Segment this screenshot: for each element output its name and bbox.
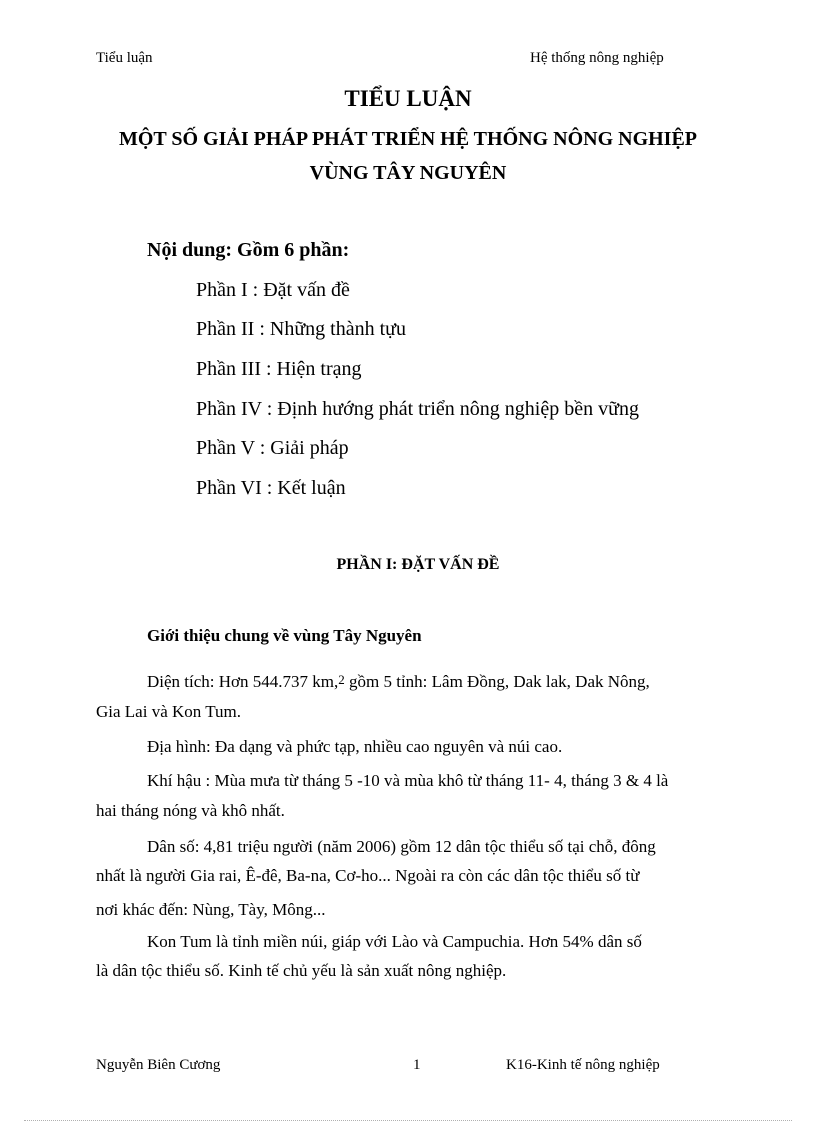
kontum-line-1: Kon Tum là tỉnh miền núi, giáp với Lào và Campuchia. Hơn 54% dân số [147, 932, 642, 951]
page-title: TIỂU LUẬN [344, 86, 472, 111]
footer-author: Nguyễn Biên Cương [96, 1057, 221, 1073]
area-line-2: Gia Lai và Kon Tum. [96, 702, 241, 721]
title-line-1: MỘT SỐ GIẢI PHÁP PHÁT TRIỂN HỆ THỐNG NÔNG NGHIỆP [118, 128, 698, 150]
climate-line-1: Khí hậu : Mùa mưa từ tháng 5 -10 và mùa khô từ tháng 11- 4, tháng 3 & 4 là [147, 771, 669, 790]
section-subheading: Giới thiệu chung về vùng Tây Nguyên [147, 626, 422, 645]
contents-item: Phần II : Những thành tựu [196, 318, 406, 340]
footer-course: K16-Kinh tế nông nghiệp [506, 1057, 660, 1073]
terrain-line: Địa hình: Đa dạng và phức tạp, nhiều cao nguyên và núi cao. [147, 737, 563, 756]
area-line-1: Diện tích: Hơn 544.737 km,$^2$ gồm 5 tỉnh: Lâm Đồng, Dak lak, Dak Nông, [147, 672, 650, 691]
contents-item: Phần III : Hiện trạng [196, 358, 362, 380]
population-line-3: nơi khác đến: Nùng, Tày, Mông... [96, 900, 326, 919]
contents-heading: Nội dung: Gồm 6 phần: [147, 239, 350, 261]
contents-item: Phần VI : Kết luận [196, 477, 346, 499]
title-line-2: VÙNG TÂY NGUYÊN [309, 162, 507, 184]
population-line-1: Dân số: 4,81 triệu người (năm 2006) gồm 12 dân tộc thiểu số tại chỗ, đông [147, 837, 656, 856]
population-line-2: nhất là người Gia rai, Ê-đê, Ba-na, Cơ-ho... Ngoài ra còn các dân tộc thiểu số từ [96, 866, 640, 885]
page-number: 1 [413, 1057, 421, 1073]
page-bottom-divider [24, 1120, 792, 1121]
climate-line-2: hai tháng nóng và khô nhất. [96, 801, 285, 820]
header-left: Tiểu luận [96, 50, 153, 66]
section-heading: PHẦN I: ĐẶT VẤN ĐỀ [336, 556, 500, 573]
kontum-line-2: là dân tộc thiểu số. Kinh tế chủ yếu là sản xuất nông nghiệp. [96, 961, 507, 980]
contents-item: Phần I : Đặt vấn đề [196, 279, 350, 301]
contents-item: Phần V : Giải pháp [196, 437, 349, 459]
contents-item: Phần IV : Định hướng phát triển nông nghiệp bền vững [196, 398, 639, 420]
header-right: Hệ thống nông nghiệp [530, 50, 664, 66]
